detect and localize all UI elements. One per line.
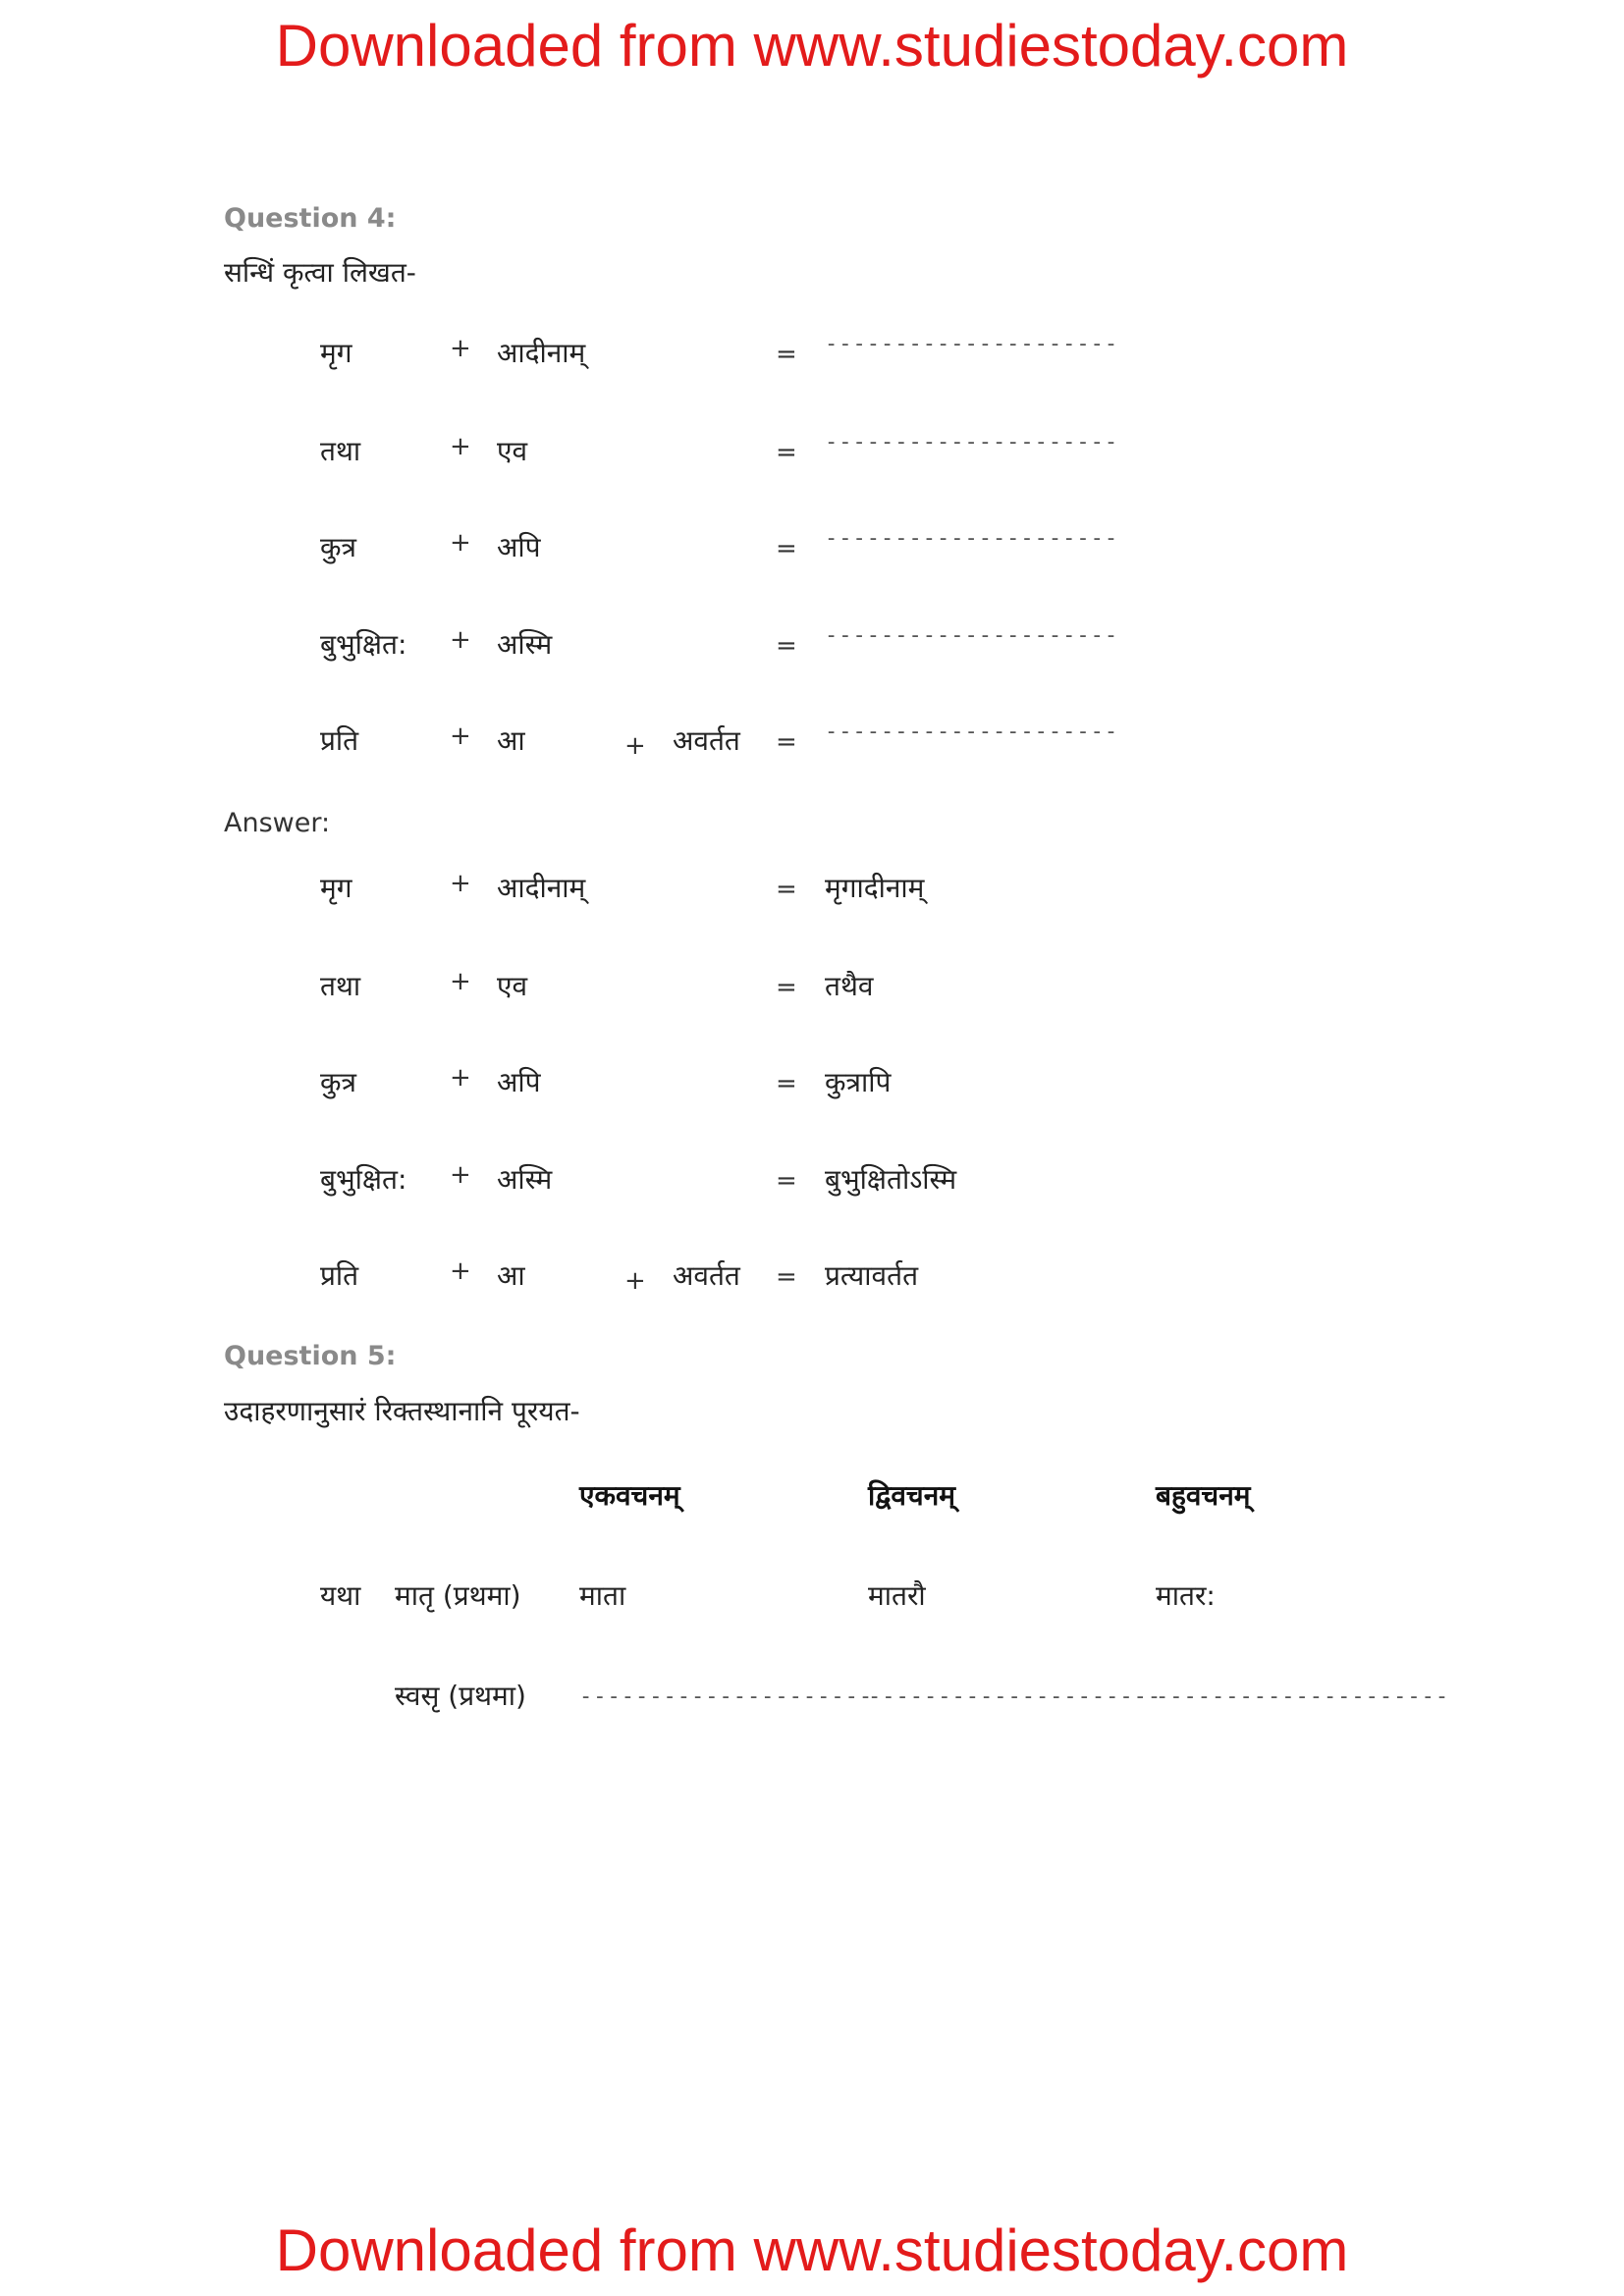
answer-result: बुभुक्षितोऽस्मि xyxy=(825,1163,957,1196)
column-header-dual: द्विवचनम् xyxy=(868,1479,955,1512)
plus-sign: + xyxy=(450,1256,471,1286)
blank-dual: --------------------- xyxy=(868,1684,1163,1709)
example-label: यथा xyxy=(320,1579,361,1612)
answer-word-a: बुभुक्षित: xyxy=(320,1163,407,1196)
question-4-heading: Question 4: xyxy=(224,203,397,234)
question-5-instruction: उदाहरणानुसारं रिक्तस्थानानि पूरयत- xyxy=(224,1395,580,1427)
exercise-word-c: अवर्तत xyxy=(673,724,740,757)
task-word: स्वसृ (प्रथमा) xyxy=(395,1680,526,1712)
exercise-word-b: अस्मि xyxy=(497,628,553,661)
equals-sign: = xyxy=(776,1069,797,1098)
column-header-plural: बहुवचनम् xyxy=(1156,1479,1251,1512)
equals-sign: = xyxy=(776,727,797,757)
answer-word-a: प्रति xyxy=(320,1259,359,1292)
watermark-banner-bottom: Downloaded from www.studiestoday.com xyxy=(275,2217,1349,2283)
answer-blank: --------------------- xyxy=(825,720,1119,744)
answer-blank: --------------------- xyxy=(825,623,1119,648)
plus-sign: + xyxy=(450,1063,471,1093)
plus-sign: + xyxy=(450,869,471,898)
answer-word-a: कुत्र xyxy=(320,1066,356,1098)
equals-sign: = xyxy=(776,1166,797,1196)
watermark-banner-top: Downloaded from www.studiestoday.com xyxy=(275,13,1349,79)
plus-sign: + xyxy=(450,334,471,363)
exercise-word-b: अपि xyxy=(497,531,541,563)
answer-word-b: एव xyxy=(497,970,528,1002)
equals-sign: = xyxy=(776,534,797,563)
plus-sign: + xyxy=(450,432,471,461)
exercise-word-b: एव xyxy=(497,435,528,467)
answer-word-a: मृग xyxy=(320,872,352,904)
example-plural: मातर: xyxy=(1156,1579,1216,1612)
exercise-word-b: आ xyxy=(497,724,525,757)
plus-sign: + xyxy=(450,721,471,751)
equals-sign: = xyxy=(776,875,797,904)
answer-result: प्रत्यावर्तत xyxy=(825,1259,919,1292)
exercise-word-a: प्रति xyxy=(320,724,359,757)
exercise-word-a: तथा xyxy=(320,435,361,467)
plus-sign: + xyxy=(624,1266,646,1296)
equals-sign: = xyxy=(776,340,797,369)
answer-word-b: अस्मि xyxy=(497,1163,553,1196)
equals-sign: = xyxy=(776,973,797,1002)
equals-sign: = xyxy=(776,438,797,467)
answer-heading: Answer: xyxy=(224,808,331,838)
exercise-word-b: आदीनाम् xyxy=(497,337,586,369)
answer-blank: --------------------- xyxy=(825,526,1119,551)
plus-sign: + xyxy=(450,528,471,558)
plus-sign: + xyxy=(624,731,646,761)
example-singular: माता xyxy=(579,1579,626,1612)
example-word: मातृ (प्रथमा) xyxy=(395,1579,521,1612)
blank-plural: --------------------- xyxy=(1156,1684,1450,1709)
equals-sign: = xyxy=(776,1262,797,1292)
answer-word-b: आ xyxy=(497,1259,525,1292)
exercise-word-a: मृग xyxy=(320,337,352,369)
plus-sign: + xyxy=(450,1160,471,1190)
answer-blank: --------------------- xyxy=(825,332,1119,356)
answer-word-c: अवर्तत xyxy=(673,1259,740,1292)
blank-singular: --------------------- xyxy=(579,1684,874,1709)
column-header-singular: एकवचनम् xyxy=(579,1479,680,1512)
example-dual: मातरौ xyxy=(868,1579,926,1612)
question-4-instruction: सन्धिं कृत्वा लिखत- xyxy=(224,256,416,289)
plus-sign: + xyxy=(450,967,471,996)
exercise-word-a: कुत्र xyxy=(320,531,356,563)
answer-result: तथैव xyxy=(825,970,874,1002)
answer-word-b: अपि xyxy=(497,1066,541,1098)
answer-result: मृगादीनाम् xyxy=(825,872,925,904)
equals-sign: = xyxy=(776,631,797,661)
answer-result: कुत्रापि xyxy=(825,1066,892,1098)
answer-word-b: आदीनाम् xyxy=(497,872,586,904)
exercise-word-a: बुभुक्षित: xyxy=(320,628,407,661)
plus-sign: + xyxy=(450,625,471,655)
question-5-heading: Question 5: xyxy=(224,1341,397,1371)
answer-blank: --------------------- xyxy=(825,430,1119,454)
answer-word-a: तथा xyxy=(320,970,361,1002)
